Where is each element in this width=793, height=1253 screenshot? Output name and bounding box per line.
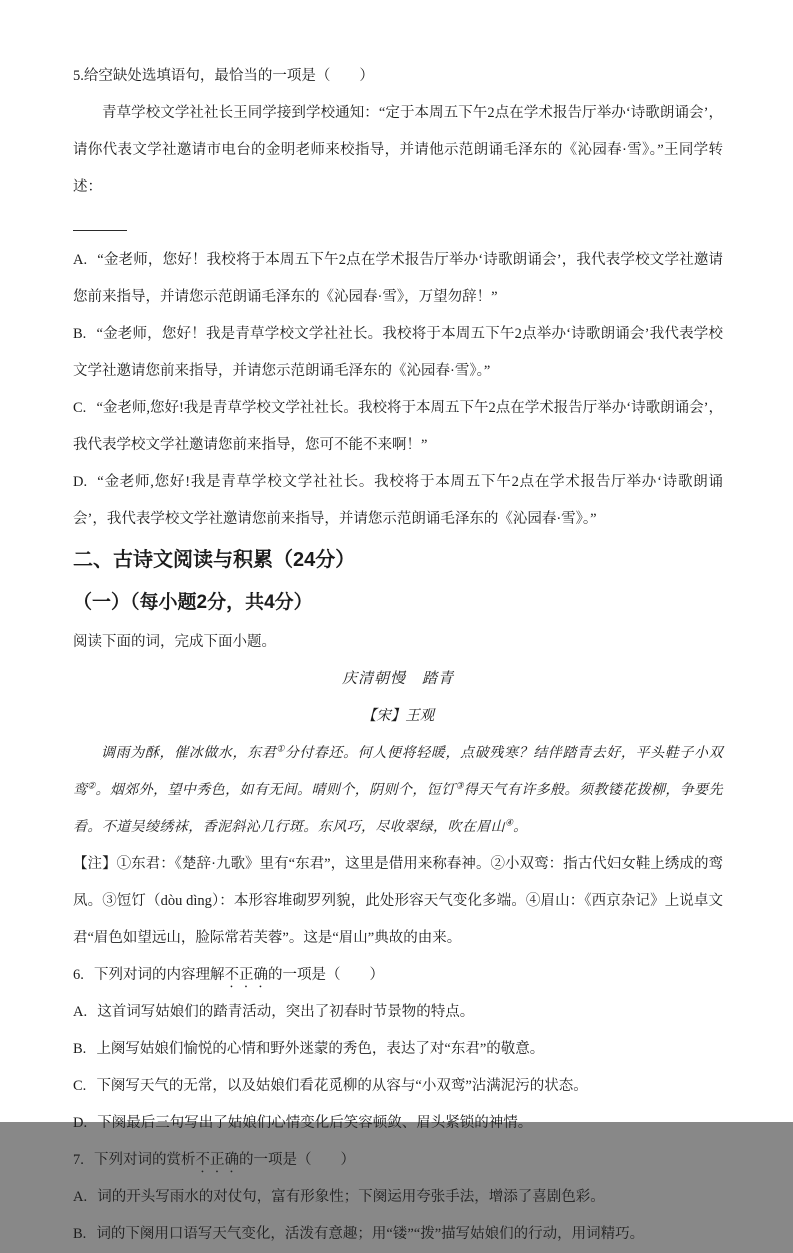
question6-option-a (73, 994, 723, 1031)
question7-stem (73, 1142, 723, 1179)
option-label: C. (73, 1078, 87, 1094)
option-text: 下阕最后三句写出了姑娘们心情变化后笑容顿敛、眉头紧锁的神情。 (97, 1115, 533, 1131)
option-label: B. (73, 1041, 87, 1057)
option-label: D. (73, 474, 88, 490)
option-label: B. (73, 326, 87, 342)
option-label: A. (73, 1004, 88, 1020)
poem-notes: 【注】①东君：《楚辞·九歌》里有“东君”，这里是借用来称春神。②小双鸾：指古代妇女鞋上绣成的鸾凤。③饾饤（dòu dìng）：本形容堆砌罗列貌，此处形容天气变化多端。④眉山：《西京杂记》上说卓文君“眉色如望远山，脸际常若芙蓉”。这是“眉山”典故的由来。 (73, 856, 723, 946)
question5-option-d (73, 464, 723, 538)
question7-option-b (73, 1216, 723, 1253)
question-number: 7. (73, 1152, 84, 1168)
option-text: “金老师，您好！我校将于本周五下午2点在学术报告厅举办‘诗歌朗诵会’，我代表学校文学社邀请您前来指导，并请您示范朗诵毛泽东的《沁园春·雪》，万望勿辞！” (73, 252, 723, 305)
stem-text: 下列对词的赏析 (94, 1152, 196, 1168)
option-label: D. (73, 1115, 88, 1131)
question5-answer-blank (73, 206, 127, 231)
poem-author: 【宋】王观 (361, 708, 435, 724)
emphasized-text: 不正确 (224, 967, 269, 983)
section-heading: 二、古诗文阅读与积累（24分） (73, 549, 356, 571)
question-number: 6. (73, 967, 84, 983)
poem-text: 调雨为酥，催冰做水，东君①分付春还。何人便将轻暖，点破残寒？结伴踏青去好，平头鞋子小双鸾②。烟郊外，望中秀色，如有无间。晴则个，阴则个，饾饤③得天气有许多般。须教镂花拨柳，争要先看。不道吴绫绣袜，香泥斜沁几行斑。东风巧，尽收翠绿，吹在眉山④。 (73, 743, 723, 835)
question7-option-a (73, 1179, 723, 1216)
option-text: “金老师，您好！我是青草学校文学社社长。我校将于本周五下午2点举办‘诗歌朗诵会’我代表学校文学社邀请您前来指导，并请您示范朗诵毛泽东的《沁园春·雪》。” (73, 326, 723, 379)
option-label: C. (73, 400, 87, 416)
question5-option-a (73, 242, 723, 316)
stem-text: 下列对词的内容理解 (94, 967, 225, 983)
question5-option-c (73, 390, 723, 464)
option-text: “金老师,您好!我是青草学校文学社社长。我校将于本周五下午2点在学术报告厅举办‘诗歌朗诵会’，我代表学校文学社邀请您前来指导，您可不能不来啊！” (73, 400, 723, 453)
option-label: A. (73, 1189, 88, 1205)
question6-option-c (73, 1068, 723, 1105)
stem-text: 的一项是（ ） (239, 1152, 356, 1168)
stem-text: 的一项是（ ） (268, 967, 385, 983)
question6-stem (73, 957, 723, 994)
option-label: B. (73, 1226, 87, 1242)
question6-option-d (73, 1105, 723, 1142)
reading-instruction: 阅读下面的词，完成下面小题。 (73, 634, 276, 650)
option-text: 下阕写天气的无常，以及姑娘们看花觅柳的从容与“小双鸾”沾满泥污的状态。 (96, 1078, 588, 1094)
option-text: 上阕写姑娘们愉悦的心情和野外迷蒙的秀色，表达了对“东君”的敬意。 (96, 1041, 545, 1057)
option-text: 词的开头写雨水的对仗句，富有形象性；下阕运用夸张手法，增添了喜剧色彩。 (97, 1189, 605, 1205)
emphasized-text: 不正确 (195, 1152, 240, 1168)
question5-stem: 5.给空缺处选填语句，最恰当的一项是（ ） (73, 68, 374, 84)
question6-option-b (73, 1031, 723, 1068)
option-text: 词的下阕用口语写天气变化，活泼有意趣；用“镂”“拨”描写姑娘们的行动，用词精巧。 (96, 1226, 645, 1242)
option-text: 这首词写姑娘们的踏青活动，突出了初春时节景物的特点。 (97, 1004, 475, 1020)
poem-title: 庆清朝慢 踏青 (341, 671, 454, 687)
option-label: A. (73, 252, 88, 268)
option-text: “金老师,您好!我是青草学校文学社社长。我校将于本周五下午2点在学术报告厅举办‘诗歌朗诵会’，我代表学校文学社邀请您前来指导，并请您示范朗诵毛泽东的《沁园春·雪》。” (73, 474, 723, 527)
question5-context: 青草学校文学社社长王同学接到学校通知：“定于本周五下午2点在学术报告厅举办‘诗歌朗诵会’，请你代表文学社邀请市电台的金明老师来校指导，并请他示范朗诵毛泽东的《沁园春·雪》。”王同学转述： (73, 105, 723, 195)
subsection-heading: （一）（每小题2分，共4分） (73, 592, 313, 613)
question5-option-b (73, 316, 723, 390)
